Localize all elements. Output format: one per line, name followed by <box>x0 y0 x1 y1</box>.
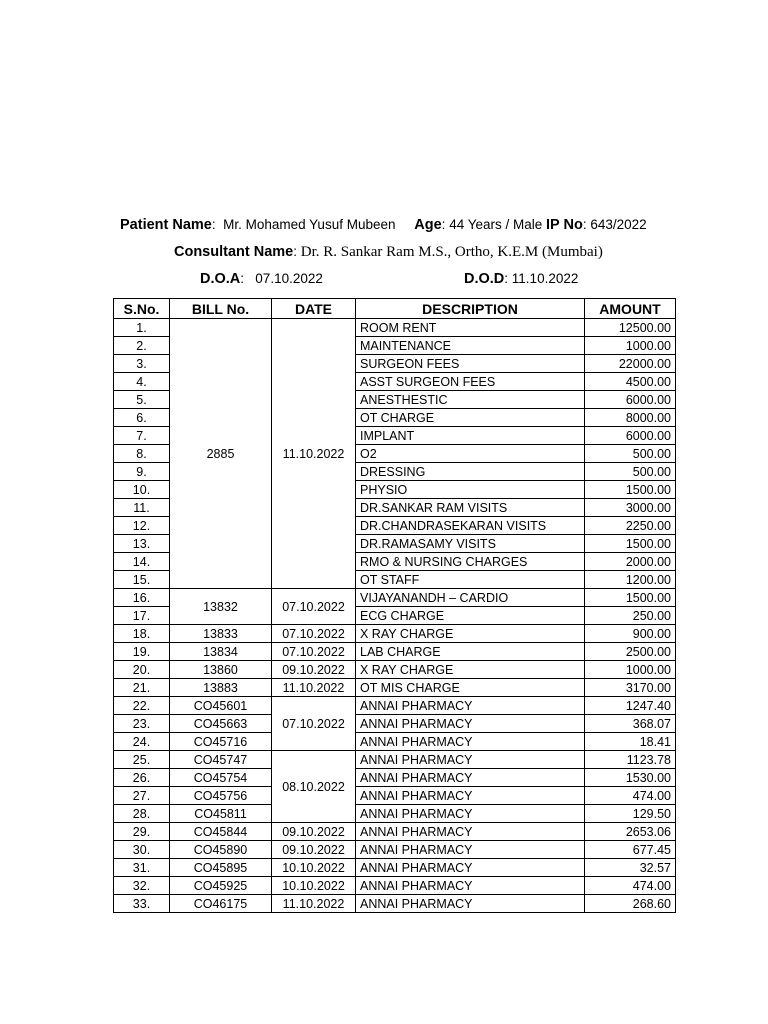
sno-cell: 20. <box>114 661 170 679</box>
date-cell: 10.10.2022 <box>272 877 356 895</box>
sno-cell: 22. <box>114 697 170 715</box>
bill-no-cell: CO45754 <box>170 769 272 787</box>
amount-cell: 268.60 <box>585 895 676 913</box>
description-cell: RMO & NURSING CHARGES <box>356 553 585 571</box>
amount-cell: 500.00 <box>585 445 676 463</box>
amount-cell: 2653.06 <box>585 823 676 841</box>
col-header-sno: S.No. <box>114 299 170 319</box>
description-cell: ANNAI PHARMACY <box>356 805 585 823</box>
table-row <box>114 679 676 697</box>
sno-cell: 10. <box>114 481 170 499</box>
description-cell: ASST SURGEON FEES <box>356 373 585 391</box>
patient-name-value: Mr. Mohamed Yusuf Mubeen <box>223 217 396 232</box>
description-cell: ANNAI PHARMACY <box>356 769 585 787</box>
amount-cell: 6000.00 <box>585 391 676 409</box>
dod-line: D.O.D: 11.10.2022 <box>464 271 579 287</box>
amount-cell: 1200.00 <box>585 571 676 589</box>
table-row <box>114 787 676 805</box>
amount-cell: 250.00 <box>585 607 676 625</box>
sno-cell: 23. <box>114 715 170 733</box>
sno-cell: 9. <box>114 463 170 481</box>
age-value: 44 Years / Male <box>449 217 543 232</box>
sno-cell: 3. <box>114 355 170 373</box>
sno-cell: 2. <box>114 337 170 355</box>
doa-line: D.O.A: 07.10.2022 <box>200 271 323 287</box>
col-header-bill-no: BILL No. <box>170 299 272 319</box>
sno-cell: 14. <box>114 553 170 571</box>
sno-cell: 31. <box>114 859 170 877</box>
sno-cell: 24. <box>114 733 170 751</box>
col-header-description: DESCRIPTION <box>356 299 585 319</box>
amount-cell: 500.00 <box>585 463 676 481</box>
sno-cell: 17. <box>114 607 170 625</box>
bill-no-cell: CO45895 <box>170 859 272 877</box>
description-cell: ANNAI PHARMACY <box>356 859 585 877</box>
sno-cell: 29. <box>114 823 170 841</box>
bill-no-cell: 13883 <box>170 679 272 697</box>
date-cell: 11.10.2022 <box>272 679 356 697</box>
description-cell: ANNAI PHARMACY <box>356 877 585 895</box>
table-row <box>114 877 676 895</box>
date-cell: 07.10.2022 <box>272 643 356 661</box>
description-cell: X RAY CHARGE <box>356 661 585 679</box>
description-cell: ANNAI PHARMACY <box>356 751 585 769</box>
description-cell: DR.SANKAR RAM VISITS <box>356 499 585 517</box>
amount-cell: 32.57 <box>585 859 676 877</box>
description-cell: ANNAI PHARMACY <box>356 841 585 859</box>
table-row <box>114 715 676 733</box>
amount-cell: 4500.00 <box>585 373 676 391</box>
table-row <box>114 589 676 607</box>
description-cell: DR.RAMASAMY VISITS <box>356 535 585 553</box>
table-row <box>114 769 676 787</box>
sno-cell: 13. <box>114 535 170 553</box>
bill-no-cell: CO45663 <box>170 715 272 733</box>
description-cell: DRESSING <box>356 463 585 481</box>
description-cell: ANNAI PHARMACY <box>356 733 585 751</box>
sno-cell: 11. <box>114 499 170 517</box>
amount-cell: 2250.00 <box>585 517 676 535</box>
dod-value: 11.10.2022 <box>511 271 579 286</box>
amount-cell: 2500.00 <box>585 643 676 661</box>
table-row <box>114 643 676 661</box>
table-row <box>114 319 676 337</box>
table-header-row <box>114 299 676 319</box>
date-cell: 09.10.2022 <box>272 661 356 679</box>
amount-cell: 368.07 <box>585 715 676 733</box>
amount-cell: 1500.00 <box>585 589 676 607</box>
date-cell: 10.10.2022 <box>272 859 356 877</box>
ip-no-label: IP No <box>546 217 583 233</box>
sno-cell: 26. <box>114 769 170 787</box>
bill-table <box>113 298 676 913</box>
table-row <box>114 751 676 769</box>
sno-cell: 19. <box>114 643 170 661</box>
description-cell: ROOM RENT <box>356 319 585 337</box>
description-cell: ANESTHESTIC <box>356 391 585 409</box>
table-row <box>114 625 676 643</box>
description-cell: ANNAI PHARMACY <box>356 895 585 913</box>
description-cell: ANNAI PHARMACY <box>356 787 585 805</box>
sno-cell: 8. <box>114 445 170 463</box>
table-row <box>114 895 676 913</box>
amount-cell: 474.00 <box>585 877 676 895</box>
sno-cell: 4. <box>114 373 170 391</box>
bill-no-cell: CO45747 <box>170 751 272 769</box>
bill-no-cell: CO45890 <box>170 841 272 859</box>
amount-cell: 22000.00 <box>585 355 676 373</box>
sno-cell: 15. <box>114 571 170 589</box>
description-cell: VIJAYANANDH – CARDIO <box>356 589 585 607</box>
description-cell: ANNAI PHARMACY <box>356 823 585 841</box>
sno-cell: 1. <box>114 319 170 337</box>
description-cell: LAB CHARGE <box>356 643 585 661</box>
age-label: Age <box>414 217 442 233</box>
bill-no-cell: CO45601 <box>170 697 272 715</box>
amount-cell: 6000.00 <box>585 427 676 445</box>
amount-cell: 1000.00 <box>585 661 676 679</box>
description-cell: DR.CHANDRASEKARAN VISITS <box>356 517 585 535</box>
amount-cell: 8000.00 <box>585 409 676 427</box>
amount-cell: 1530.00 <box>585 769 676 787</box>
sno-cell: 28. <box>114 805 170 823</box>
col-header-date: DATE <box>272 299 356 319</box>
sno-cell: 33. <box>114 895 170 913</box>
date-cell: 08.10.2022 <box>272 751 356 823</box>
table-row <box>114 859 676 877</box>
description-cell: PHYSIO <box>356 481 585 499</box>
amount-cell: 1247.40 <box>585 697 676 715</box>
doa-value: 07.10.2022 <box>255 271 323 286</box>
amount-cell: 12500.00 <box>585 319 676 337</box>
sno-cell: 32. <box>114 877 170 895</box>
description-cell: ECG CHARGE <box>356 607 585 625</box>
description-cell: O2 <box>356 445 585 463</box>
patient-name-label: Patient Name <box>120 217 212 233</box>
date-cell: 09.10.2022 <box>272 841 356 859</box>
date-cell: 11.10.2022 <box>272 319 356 589</box>
date-cell: 09.10.2022 <box>272 823 356 841</box>
sno-cell: 7. <box>114 427 170 445</box>
amount-cell: 1500.00 <box>585 481 676 499</box>
amount-cell: 474.00 <box>585 787 676 805</box>
patient-info-line: Patient Name: Mr. Mohamed Yusuf Mubeen Age: 44 Years / Male IP No: 643/2022 <box>120 217 647 233</box>
consultant-value: Dr. R. Sankar Ram M.S., Ortho, K.E.M (Mumbai) <box>300 244 603 260</box>
sno-cell: 27. <box>114 787 170 805</box>
date-cell: 07.10.2022 <box>272 697 356 751</box>
dod-label: D.O.D <box>464 271 505 287</box>
sno-cell: 18. <box>114 625 170 643</box>
table-row <box>114 823 676 841</box>
bill-no-cell: CO45811 <box>170 805 272 823</box>
sno-cell: 30. <box>114 841 170 859</box>
amount-cell: 129.50 <box>585 805 676 823</box>
amount-cell: 2000.00 <box>585 553 676 571</box>
bill-no-cell: CO45756 <box>170 787 272 805</box>
sno-cell: 12. <box>114 517 170 535</box>
date-cell: 07.10.2022 <box>272 589 356 625</box>
amount-cell: 18.41 <box>585 733 676 751</box>
amount-cell: 3000.00 <box>585 499 676 517</box>
amount-cell: 1000.00 <box>585 337 676 355</box>
sno-cell: 25. <box>114 751 170 769</box>
bill-no-cell: CO45716 <box>170 733 272 751</box>
sno-cell: 21. <box>114 679 170 697</box>
sno-cell: 16. <box>114 589 170 607</box>
ip-no-value: 643/2022 <box>590 217 647 232</box>
bill-no-cell: CO45925 <box>170 877 272 895</box>
bill-no-cell: 2885 <box>170 319 272 589</box>
description-cell: OT MIS CHARGE <box>356 679 585 697</box>
consultant-line: Consultant Name: Dr. R. Sankar Ram M.S., Ortho, K.E.M (Mumbai) <box>174 244 603 260</box>
description-cell: ANNAI PHARMACY <box>356 697 585 715</box>
bill-no-cell: 13860 <box>170 661 272 679</box>
table-row <box>114 661 676 679</box>
amount-cell: 677.45 <box>585 841 676 859</box>
col-header-amount: AMOUNT <box>585 299 676 319</box>
date-cell: 11.10.2022 <box>272 895 356 913</box>
bill-no-cell: 13834 <box>170 643 272 661</box>
description-cell: IMPLANT <box>356 427 585 445</box>
consultant-label: Consultant Name <box>174 244 294 260</box>
bill-no-cell: CO45844 <box>170 823 272 841</box>
description-cell: X RAY CHARGE <box>356 625 585 643</box>
description-cell: MAINTENANCE <box>356 337 585 355</box>
date-cell: 07.10.2022 <box>272 625 356 643</box>
amount-cell: 1500.00 <box>585 535 676 553</box>
amount-cell: 1123.78 <box>585 751 676 769</box>
table-row <box>114 805 676 823</box>
sno-cell: 5. <box>114 391 170 409</box>
amount-cell: 3170.00 <box>585 679 676 697</box>
bill-no-cell: CO46175 <box>170 895 272 913</box>
bill-no-cell: 13832 <box>170 589 272 625</box>
table-row <box>114 697 676 715</box>
table-row <box>114 733 676 751</box>
sno-cell: 6. <box>114 409 170 427</box>
description-cell: SURGEON FEES <box>356 355 585 373</box>
doa-label: D.O.A <box>200 271 241 287</box>
description-cell: OT STAFF <box>356 571 585 589</box>
description-cell: ANNAI PHARMACY <box>356 715 585 733</box>
description-cell: OT CHARGE <box>356 409 585 427</box>
table-row <box>114 841 676 859</box>
amount-cell: 900.00 <box>585 625 676 643</box>
bill-no-cell: 13833 <box>170 625 272 643</box>
